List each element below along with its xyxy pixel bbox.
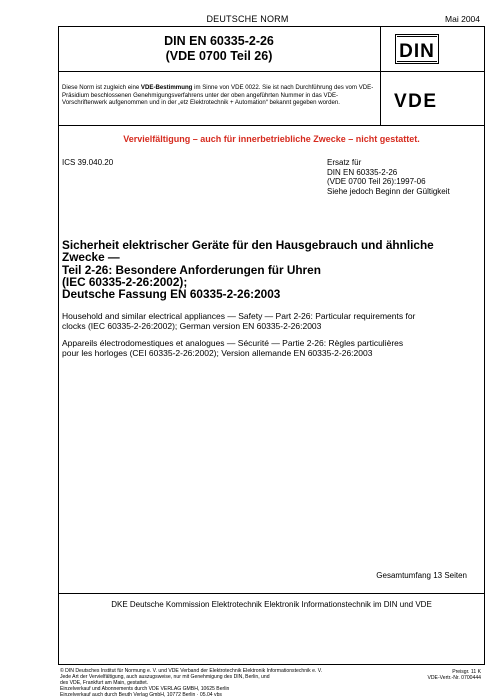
copyright-footnote xyxy=(60,668,400,698)
ersatz-line-1: Ersatz für xyxy=(327,158,362,167)
divider-title xyxy=(58,71,485,72)
ics-code: ICS 39.040.20 xyxy=(62,158,114,167)
divider-dke xyxy=(58,593,485,594)
vde-logo: VDE xyxy=(394,91,438,112)
document-title xyxy=(58,26,380,71)
main-title-line-1: Sicherheit elektrischer Geräte für den Hausgebrauch und ähnliche xyxy=(62,238,434,252)
english-title-line-2: clocks (IEC 60335-2-26:2002); German version EN 60335-2-26:2003 xyxy=(62,321,322,331)
footnote-line-5: Einzelverkauf auch durch Beuth Verlag GmbH, 10772 Berlin · 05.04 vbs xyxy=(60,692,222,698)
notice-rest: im Sinne von VDE 0022. Sie ist nach Durchführung des vom VDE-Präsidium beschlossenen Genehmigungsverfahrens unter der oben angeführten Nummer in das VDE-Vorschriftenwerk aufgenommen und in der „etz Elektrotechnik + Automation“ bekannt gegeben worden. xyxy=(62,84,374,106)
french-title xyxy=(62,338,480,358)
standard-number: DIN EN 60335-2-26 xyxy=(164,34,274,48)
dke-line: DKE Deutsche Kommission Elektrotechnik Elektronik Informationstechnik im DIN und VDE xyxy=(111,600,432,609)
french-title-line-2: pour les horloges (CEI 60335-2-26:2002); Version allemande EN 60335-2-26:2003 xyxy=(62,348,373,358)
price-group xyxy=(427,669,481,681)
main-title-line-4: (IEC 60335-2-26:2002); xyxy=(62,274,188,289)
total-pages: Gesamtumfang 13 Seiten xyxy=(376,571,467,580)
english-title xyxy=(62,311,480,331)
french-title-line-1: Appareils électrodomestiques et analogues — Sécurité — Partie 2-26: Règles particulières xyxy=(62,338,404,348)
ersatz-line-2: DIN EN 60335-2-26 xyxy=(327,167,398,177)
main-title-line-3: Teil 2-26: Besondere Anforderungen für Uhren xyxy=(62,262,321,277)
vde-notice xyxy=(62,84,376,107)
price-line-1: Preisgr. 11 K xyxy=(452,669,481,675)
main-title-line-5: Deutsche Fassung EN 60335-2-26:2003 xyxy=(62,287,281,302)
din-logo-text: DIN xyxy=(399,41,435,62)
main-title xyxy=(62,239,472,300)
vde-number: (VDE 0700 Teil 26) xyxy=(165,49,273,63)
publication-date: Mai 2004 xyxy=(445,14,480,24)
english-title-line-1: Household and similar electrical appliances — Safety — Part 2-26: Particular requirements for xyxy=(62,311,416,321)
price-line-2: VDE-Vertr.-Nr. 0700444 xyxy=(427,675,481,681)
ersatz-line-3: (VDE 0700 Teil 26):1997-06 xyxy=(327,177,426,186)
din-logo-icon xyxy=(395,34,439,64)
divider-notice xyxy=(58,125,485,126)
notice-bold: VDE-Bestimmung xyxy=(140,84,193,91)
replacement-info xyxy=(327,158,450,196)
norm-label: DEUTSCHE NORM xyxy=(206,14,289,24)
footnote-line-3: des VDE, Frankfurt am Main, gestattet. xyxy=(60,680,149,686)
footnote-line-1: © DIN Deutsches Institut für Normung e. V. und VDE Verband der Elektrotechnik Elektronik Informationstechnik e. V. xyxy=(60,668,323,674)
footnote-line-4: Einzelverkauf und Abonnements durch VDE VERLAG GMBH, 10625 Berlin xyxy=(60,686,230,692)
divider-logo-column xyxy=(380,26,381,126)
notice-prefix: Diese Norm ist zugleich eine xyxy=(62,84,141,91)
footnote-line-2: Jede Art der Vervielfältigung, auch auszugsweise, nur mit Genehmigung des DIN, Berlin, und xyxy=(60,674,270,680)
reproduction-warning: Vervielfältigung – auch für innerbetriebliche Zwecke – nicht gestattet. xyxy=(123,134,420,144)
main-title-line-2: Zwecke — xyxy=(62,250,120,265)
ersatz-line-4: Siehe jedoch Beginn der Gültigkeit xyxy=(327,186,450,196)
